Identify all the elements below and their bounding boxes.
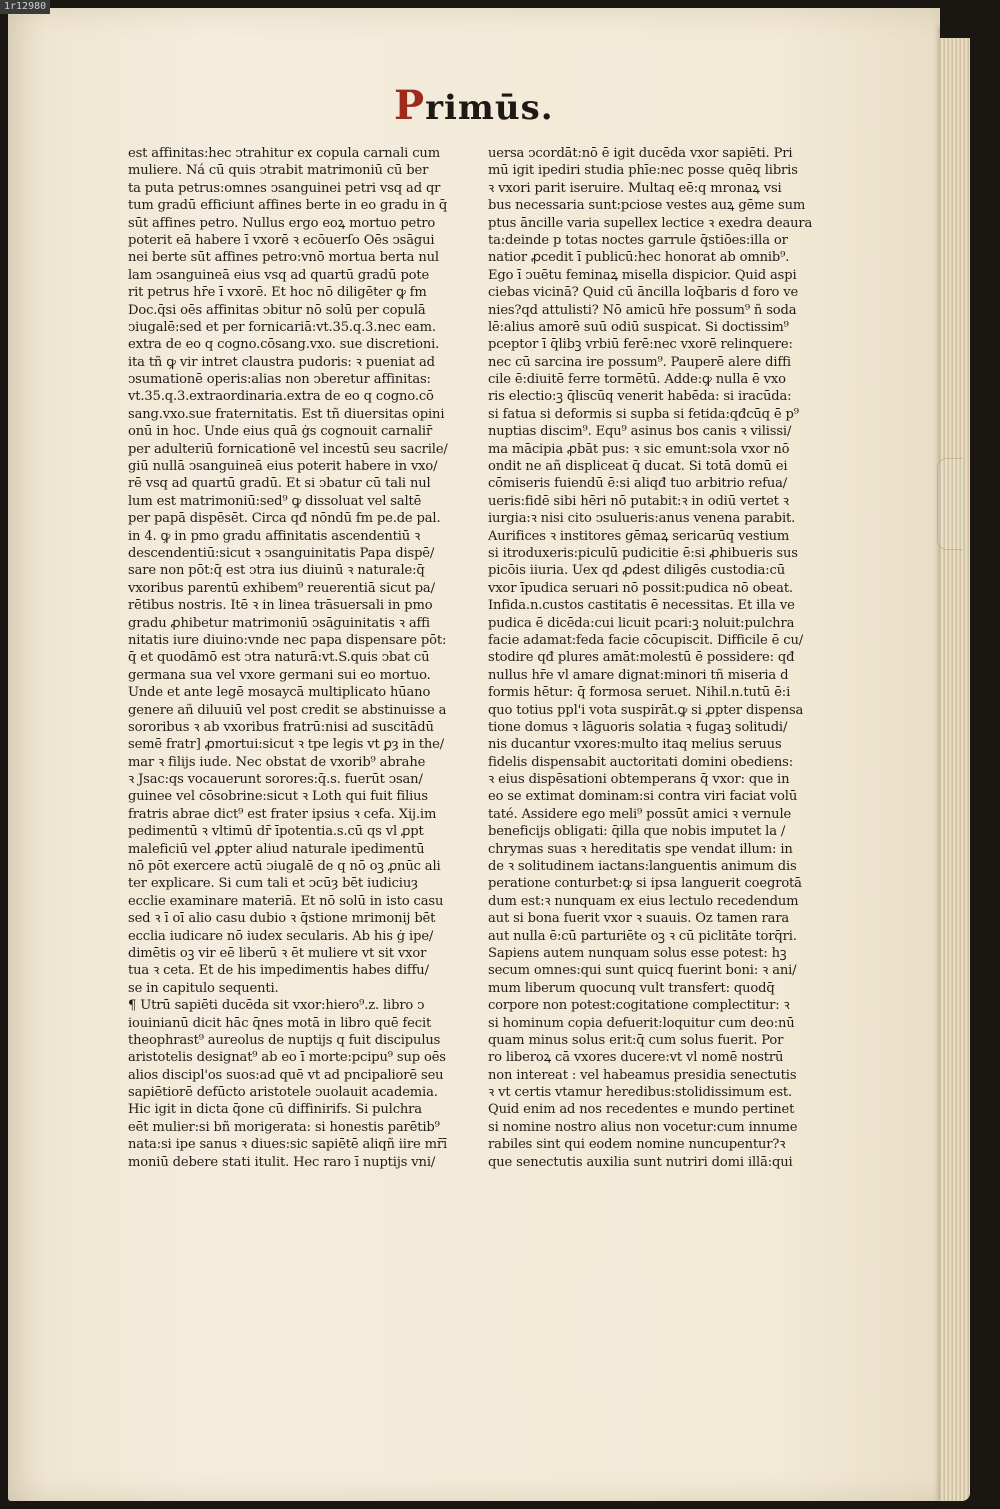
- text-line: Quid enim ad nos recedentes e mundo pertinet: [488, 1102, 795, 1118]
- text-line: beneficijs obligati: q̄illa que nobis imputet la /: [488, 824, 786, 840]
- text-line: non intereat : vel habeamus presidia senectutis: [488, 1067, 797, 1083]
- library-shelfmark: 1r12980: [0, 0, 50, 14]
- text-line: stodire qđ plures amāt:molestū ē possidere: qđ: [488, 650, 795, 666]
- text-line: giū nullā ↄsanguineā eius poterit habere in vxo/: [128, 459, 438, 475]
- text-line: nei berte sūt affines petro:vnō mortua berta nul: [128, 250, 439, 266]
- text-line: que senectutis auxilia sunt nutriri domi illā:qui: [488, 1154, 793, 1170]
- text-line: alios discipl'os suos:ad quē vt ad pncipaliorē seu: [128, 1067, 444, 1083]
- text-line: per papā dispēsēt. Circa qđ nōndū fm pe.de pal.: [128, 511, 441, 527]
- text-line: Infida.n.custos castitatis ē necessitas. Et illa ve: [488, 598, 795, 614]
- text-line: nies?qd attulisti? Nō amicū hr̄e possum⁹ ñ soda: [488, 302, 797, 318]
- text-line: gradu ꝓhibetur matrimoniū ↄsāguinitatis ꝛ affi: [128, 615, 430, 631]
- text-line: aristotelis designat⁹ ab eo ī morte:pcipu⁹ sup oēs: [128, 1050, 446, 1066]
- text-line: ta puta petrus:omnes ↄsanguinei petri vsq ad qr: [128, 180, 441, 196]
- text-line: nuptias discim⁹. Equ⁹ asinus bos canis ꝛ vilissi/: [488, 424, 792, 440]
- running-head: [394, 82, 554, 132]
- left-text-column: [128, 145, 480, 1171]
- text-line: ueris:fidē sibi hēri nō putabit:ꝛ in odiū vertet ꝛ: [488, 493, 789, 509]
- text-line: ita tñ ꝙ vir intret claustra pudoris: ꝛ pueniat ad: [128, 354, 435, 370]
- text-line: si fatua si deformis si supba si fetida:qđcūq ē p⁹: [488, 406, 799, 422]
- text-line: natior ꝓcedit ī publicū:hec honorat ab omnib⁹.: [488, 250, 790, 266]
- text-line: pedimentū ꝛ vltimū dr̄ īpotentia.s.cū qs vl ꝓpt̄: [128, 824, 424, 840]
- text-line: cile ē:diuitē ferre tormētū. Adde:ꝙ nulla ē vxo: [488, 372, 786, 388]
- text-line: sare non pōt:q̄ est ↄtra ius diuinū ꝛ naturale:q̄: [128, 563, 425, 579]
- text-line: facie adamat:feda facie cōcupiscit. Difficile ē cu/: [488, 632, 804, 648]
- text-line: q̄ et quodāmō est ↄtra naturā:vt.S.quis ↄbat cū: [128, 650, 430, 666]
- text-line: semē fratr] ꝓmortui:sicut ꝛ tpe legis vt ꝑȝ in the/: [128, 737, 445, 753]
- text-line: bus necessaria sunt:pciose vestes auꝝ gēme sum: [488, 198, 806, 214]
- text-line: chrymas suas ꝛ hereditatis spe vendat illum: in: [488, 841, 793, 857]
- text-line: dimētis oꝫ vir eē liberū ꝛ ēt muliere vt sit vxor: [128, 945, 427, 961]
- text-line: ecclia iudicare nō iudex secularis. Ab his ġ ipe/: [128, 928, 434, 944]
- text-line: rētibus nostris. Itē ꝛ in linea trāsuersali in pmo: [128, 598, 433, 614]
- text-line: nata:si ipe sanus ꝛ diues:sic sapiētē aliqñ iire mr̄ī: [128, 1137, 447, 1153]
- text-line: si hominum copia defuerit:loquitur cum deo:nū: [488, 1015, 795, 1031]
- right-text-column: [488, 145, 813, 1171]
- text-line: poterit eā habere ī vxorē ꝛ ecōuerſo Oēs ↄsāgui: [128, 232, 435, 248]
- text-line: aut nulla ē:cū parturiēte oꝫ ꝛ cū piclitāte torq̄ri.: [488, 928, 797, 944]
- text-line: vxor īpudica seruari nō possit:pudica nō obeat.: [488, 580, 793, 596]
- text-line: lam ↄsanguineā eius vsq ad quartū gradū pote: [128, 267, 430, 283]
- text-line: sang.vxo.sue fraternitatis. Est tñ diuersitas opini: [128, 406, 445, 422]
- text-line: Aurifices ꝛ institores gēmaꝝ sericarūq vestium: [488, 528, 790, 544]
- text-line: nec cū sarcina ire possum⁹. Pauperē alere diffi: [488, 354, 791, 370]
- text-line: si nomine nostro alius non vocetur:cum innume: [488, 1119, 798, 1135]
- text-line: moniū debere stati itulit. Hec raro ī nuptijs vni/: [128, 1154, 436, 1170]
- text-line: mar ꝛ filijs iude. Nec obstat de vxorib⁹ abrahe: [128, 754, 426, 770]
- text-line: ptus āncille varia supellex lectice ꝛ exedra deaura: [488, 215, 813, 231]
- text-line: onū in hoc. Unde eius quā ġs cognouit carnalir̄: [128, 424, 433, 440]
- text-line: picōis iiuria. Uex qd ꝓdest diligēs custodia:cū: [488, 563, 786, 579]
- text-line: iurgia:ꝛ nisi cito ↄsulueris:anus venena parabit.: [488, 511, 796, 527]
- text-line: Unde et ante legē mosaycā multiplicato hūano: [128, 685, 431, 701]
- text-line: germana sua vel vxore germani sui eo mortuo.: [128, 667, 431, 683]
- text-line: ecclie examinare materiā. Et nō solū in isto casu: [128, 893, 444, 909]
- text-line: fratris abrae dict⁹ est frater ipsius ꝛ cefa. Xij.im: [128, 806, 437, 822]
- text-line: nis ducantur vxores:multo itaq melius seruus: [488, 737, 782, 753]
- text-line: corpore non potest:cogitatione complectitur: ꝛ: [488, 998, 790, 1014]
- text-line: ꝛ eius dispēsationi obtemperans q̄ vxor: que in: [488, 772, 790, 788]
- text-line: Sapiens autem nunquam solus esse potest: hꝫ: [488, 945, 787, 961]
- text-line: sūt affines petro. Nullus ergo eoꝝ mortuo petro: [128, 215, 436, 231]
- text-line: ciebas vicinā? Quid cū āncilla loq̄baris d foro ve: [488, 285, 799, 301]
- text-line: iouinianū dicit hāc q̄nes motā in libro quē fecit: [128, 1015, 432, 1031]
- text-line: formis hētur: q̄ formosa seruet. Nihil.n.tutū ē:i: [488, 685, 791, 701]
- text-line: pudica ē dicēda:cui licuit pcari:ꝫ noluit:pulchra: [488, 615, 795, 631]
- text-line: extra de eo q cogno.cōsang.vxo. sue discretioni.: [128, 337, 440, 353]
- text-line: fidelis dispensabit auctoritati domini obediens:: [488, 754, 793, 770]
- text-line: taté. Assidere ego meli⁹ possūt amici ꝛ vernule: [488, 806, 792, 822]
- text-line: ꝛ vt certis vtamur heredibus:stolidissimum est.: [488, 1085, 793, 1101]
- text-line: ¶ Utrū sapiēti ducēda sit vxor:hiero⁹.z. libro ↄ: [128, 998, 425, 1014]
- text-line: lum est matrimoniū:sed⁹ ꝙ dissoluat vel saltē: [128, 493, 422, 509]
- text-line: ter explicare. Si cum tali et ↄcūȝ bēt iudiciuȝ: [128, 876, 418, 892]
- text-line: sororibus ꝛ ab vxoribus fratrū:nisi ad suscitādū: [128, 719, 434, 735]
- text-line: sed ꝛ ī oī alio casu dubio ꝛ q̄stione mrimonij bēt: [128, 911, 436, 927]
- book-page: [8, 8, 970, 1501]
- text-line: se in capitulo sequenti.: [128, 980, 279, 996]
- text-line: quam minus solus erit:q̄ cum solus fuerit. Por: [488, 1032, 784, 1048]
- text-line: eēt mulier:si bñ morigerata: si honestis parētib⁹: [128, 1119, 440, 1135]
- text-line: vt.35.q.3.extraordinaria.extra de eo q cogno.cō: [128, 389, 434, 405]
- text-line: ↄiugalē:sed et per fornicariā:vt.35.q.3.nec eam.: [128, 319, 436, 335]
- text-line: rē vsq ad quartū gradū. Et si ↄbatur cū tali nul: [128, 476, 431, 492]
- text-line: genere añ diluuiū vel post credit se abstinuisse a: [128, 702, 447, 718]
- text-line: Ego ī ↄuētu feminaꝝ misella dispicior. Quid aspi: [488, 267, 797, 283]
- text-line: nō pōt exercere actū ↄiugalē de q nō oꝫ ꝓnūc ali: [128, 859, 441, 875]
- text-line: aut si bona fuerit vxor ꝛ suauis. Oz tamen rara: [488, 911, 790, 927]
- text-line: nitatis iure diuino:vnde nec papa dispensare pōt:: [128, 632, 447, 648]
- text-line: tione domus ꝛ lāguoris solatia ꝛ fugaꝫ solitudi/: [488, 719, 788, 735]
- text-line: de ꝛ solitudinem iactans:languentis animum dis: [488, 859, 797, 875]
- text-line: muliere. Ná cū quis ↄtrabit matrimoniū cū ber: [128, 163, 429, 179]
- text-line: ta:deinde p totas noctes garrule q̄stiōes:illa or: [488, 232, 788, 248]
- text-line: Doc.q̄si oēs affinitas ↄbitur nō solū per copulā: [128, 302, 426, 318]
- text-line: ro liberoꝝ cā vxores ducere:vt vl nomē nostrū: [488, 1050, 784, 1066]
- text-line: maleficiū vel ꝓpter aliud naturale ipedimentū: [128, 841, 425, 857]
- text-line: rabiles sint qui eodem nomine nuncupentur?ꝛ: [488, 1137, 786, 1153]
- text-line: mum liberum quocunq vult transfert: quodq̄: [488, 980, 775, 996]
- text-line: lē:alius amorē suū odiū suspicat. Si doctissim⁹: [488, 319, 789, 335]
- text-line: mū igit ipediri studia phīe:nec posse quēq libris: [488, 163, 798, 179]
- running-head-initial: P: [394, 82, 426, 129]
- text-line: est affinitas:hec ↄtrahitur ex copula carnali cum: [128, 146, 440, 161]
- running-head-text: rimūs.: [425, 88, 554, 128]
- text-line: ondit̄ ne añ displiceat q̄ ducat. Si totā domū ei: [488, 459, 788, 475]
- text-line: sapiētiorē defūcto aristotele ↄuolauit academia.: [128, 1085, 438, 1101]
- text-line: ma mācipia ꝓbāt pus: ꝛ sic emunt:sola vxor nō: [488, 441, 790, 457]
- text-line: tua ꝛ ceta. Et de his impedimentis habes diffu/: [128, 963, 429, 979]
- text-line: Hic igit in dicta q̄one cū diffinirifs. Si pulchra: [128, 1102, 422, 1118]
- page-fore-edge: [940, 26, 970, 1501]
- text-line: vxoribus parentū exhibem⁹ reuerentiā sicut pa/: [128, 580, 435, 596]
- binding-clasp-mark: [937, 458, 962, 550]
- text-line: peratione conturbet:ꝙ si ipsa languerit coegrotā: [488, 876, 802, 892]
- text-line: tum gradū efficiunt affines berte in eo gradu in q̄: [128, 198, 448, 214]
- text-line: ꝛ Jsac:qs vocauerunt sorores:q̄.s. fuerūt ↄsan/: [128, 772, 423, 788]
- text-line: descendentiū:sicut ꝛ ↄsanguinitatis Papa dispē/: [128, 545, 435, 561]
- text-line: in 4. ꝙ in pmo gradu affinitatis ascendentiū ꝛ: [128, 528, 421, 544]
- text-line: cōmiseris fuiendū ē:si aliqđ tuo arbitrio refua/: [488, 476, 788, 492]
- text-line: si itroduxeris:piculū pudicitie ē:si ꝓhibueris sus: [488, 545, 798, 561]
- text-line: eo se extimat dominam:si contra viri faciat volū: [488, 789, 798, 805]
- text-line: ꝛ vxori parit iseruire. Multaq eē:q mronaꝝ vsi: [488, 180, 782, 196]
- text-line: pceptor ī q̄libꝫ vrbiū ferē:nec vxorē relinquere:: [488, 337, 793, 353]
- text-line: ↄsumationē operis:alias non ↄberetur affinitas:: [128, 372, 431, 388]
- text-line: rit petrus hr̄e ī vxorē. Et hoc nō diligēter ꝙ fm: [128, 285, 427, 301]
- text-line: theophrast⁹ aureolus de nuptijs q fuit discipulus: [128, 1032, 441, 1048]
- text-line: dum est:ꝛ nunquam ex eius lectulo recedendum: [488, 893, 799, 909]
- text-line: uersa ↄcordāt:nō ē igit ducēda vxor sapiēti. Pri: [488, 146, 793, 161]
- text-line: per adulteriū fornicationē vel incestū seu sacrile/: [128, 441, 448, 457]
- text-line: guinee vel cōsobrine:sicut ꝛ Loth qui fuit filius: [128, 789, 429, 805]
- text-line: ris electio:ꝫ q̄liscūq venerit habēda: si iracūda:: [488, 389, 792, 405]
- text-line: nullus hr̄e vl amare dignat:minori tñ miseria d: [488, 667, 789, 683]
- text-line: secum omnes:qui sunt quicq fuerint boni: ꝛ ani/: [488, 963, 797, 979]
- text-line: quo totius ppl'i vota suspirāt.ꝙ si ꝓpter dispensa: [488, 702, 804, 718]
